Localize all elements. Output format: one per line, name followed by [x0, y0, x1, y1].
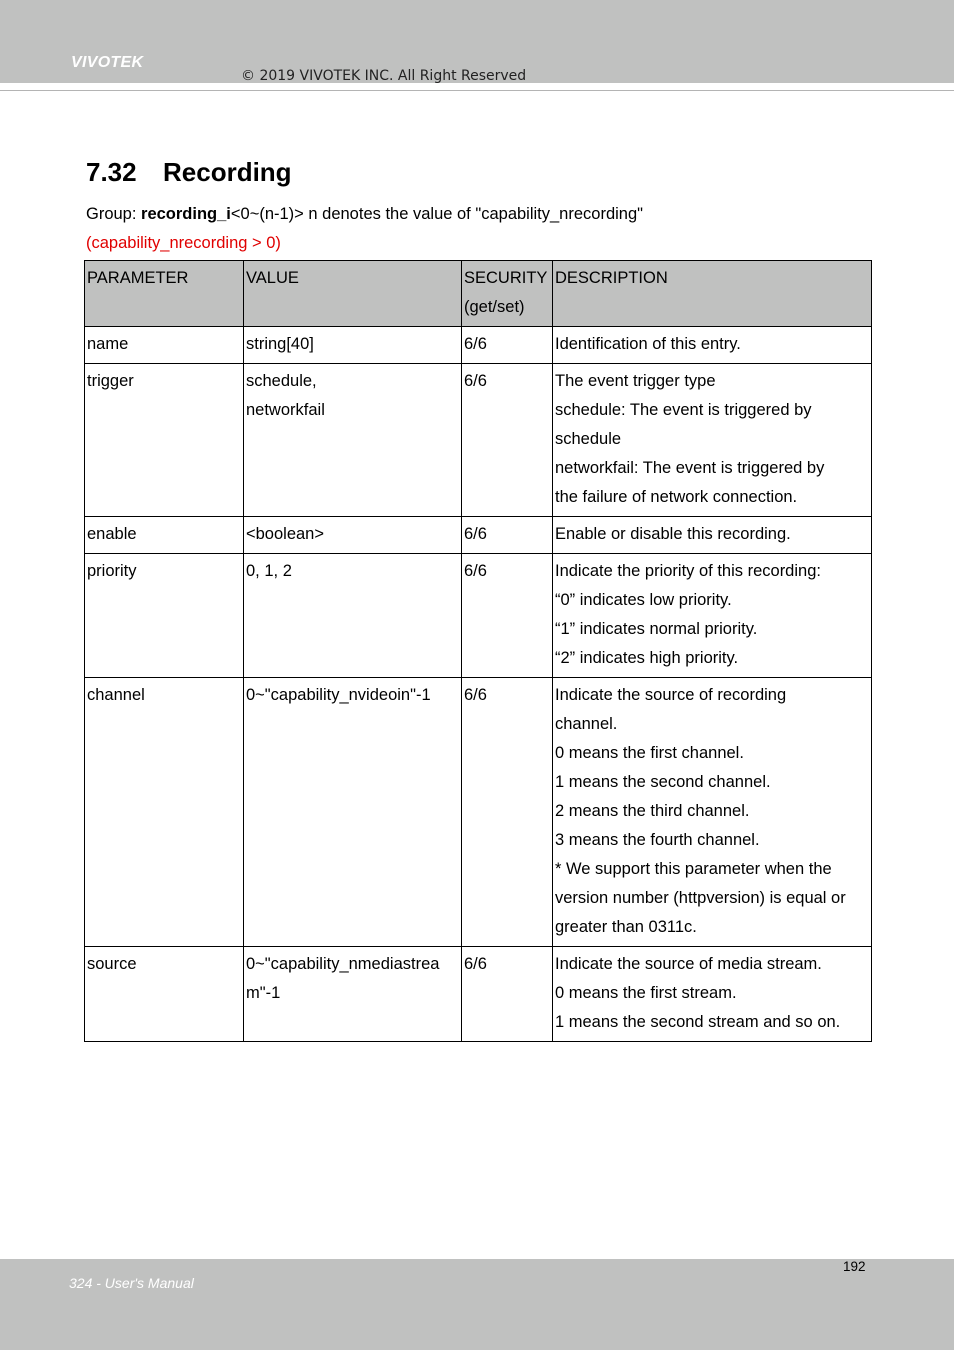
table-row: [85, 947, 872, 1042]
brand-logo: VIVOTEK: [71, 54, 144, 71]
cell-value-line: 0~"capability_nvideoin"-1: [246, 686, 431, 704]
cell-value: [244, 678, 462, 947]
cell-description: [553, 678, 872, 947]
table-body: [85, 327, 872, 1042]
cell-security: 6/6: [462, 947, 553, 1042]
group-name: recording_i: [141, 205, 231, 223]
cell-parameter: source: [85, 947, 244, 1042]
cell-description: [553, 554, 872, 678]
cell-value-line: 0, 1, 2: [246, 562, 292, 580]
cell-description: [553, 517, 872, 554]
table-row: [85, 554, 872, 678]
cell-security: 6/6: [462, 517, 553, 554]
header-security: [462, 261, 553, 327]
header-description: DESCRIPTION: [553, 261, 872, 327]
page-number: 192: [843, 1259, 866, 1274]
cell-description-line: Indicate the source of media stream.: [555, 955, 822, 973]
cell-description: [553, 327, 872, 364]
cell-description-line: schedule: [555, 430, 622, 448]
table-row: [85, 517, 872, 554]
section-heading: [86, 157, 292, 188]
cell-parameter: trigger: [85, 364, 244, 517]
cell-description: [553, 364, 872, 517]
parameter-table: [84, 260, 872, 1042]
cell-description-line: Indicate the priority of this recording:: [555, 562, 821, 580]
cell-description: [553, 947, 872, 1042]
header-parameter: PARAMETER: [85, 261, 244, 327]
cell-value: [244, 517, 462, 554]
cell-value: [244, 947, 462, 1042]
group-definition: [86, 205, 643, 224]
cell-security: 6/6: [462, 678, 553, 947]
cell-description-line: “2” indicates high priority.: [555, 649, 739, 667]
cell-parameter: name: [85, 327, 244, 364]
table-header-row: [85, 261, 872, 327]
group-prefix: Group:: [86, 205, 142, 223]
table-row: [85, 364, 872, 517]
group-condition: (capability_nrecording > 0): [86, 234, 281, 252]
header-divider: [0, 90, 954, 91]
cell-value-line: m"-1: [246, 984, 281, 1002]
cell-value: [244, 327, 462, 364]
cell-value-line: <boolean>: [246, 525, 324, 543]
cell-value: [244, 364, 462, 517]
cell-description-line: the failure of network connection.: [555, 488, 798, 506]
manual-label: 324 - User's Manual: [69, 1275, 194, 1291]
cell-value: [244, 554, 462, 678]
cell-security: 6/6: [462, 327, 553, 364]
cell-description-line: greater than 0311c.: [555, 918, 697, 936]
table-row: [85, 678, 872, 947]
cell-description-line: 0 means the first channel.: [555, 744, 744, 762]
copyright-text: © 2019 VIVOTEK INC. All Right Reserved: [241, 68, 527, 84]
cell-description-line: networkfail: The event is triggered by: [555, 459, 825, 477]
cell-value-line: schedule,: [246, 372, 317, 390]
cell-description-line: schedule: The event is triggered by: [555, 401, 812, 419]
header-security-line: SECURITY: [464, 269, 548, 287]
cell-description-line: 1 means the second stream and so on.: [555, 1013, 841, 1031]
cell-description-line: “1” indicates normal priority.: [555, 620, 758, 638]
cell-description-line: Indicate the source of recording: [555, 686, 787, 704]
cell-value-line: string[40]: [246, 335, 314, 353]
cell-description-line: 0 means the first stream.: [555, 984, 737, 1002]
section-number: 7.32: [86, 157, 137, 187]
header-security-line: (get/set): [464, 298, 525, 316]
cell-parameter: priority: [85, 554, 244, 678]
cell-security: 6/6: [462, 364, 553, 517]
group-suffix: <0~(n-1)> n denotes the value of "capability_nrecording": [230, 205, 643, 223]
cell-description-line: “0” indicates low priority.: [555, 591, 732, 609]
table-row: [85, 327, 872, 364]
cell-description-line: version number (httpversion) is equal or: [555, 889, 846, 907]
cell-value-line: networkfail: [246, 401, 325, 419]
cell-value-line: 0~"capability_nmediastrea: [246, 955, 440, 973]
cell-description-line: Enable or disable this recording.: [555, 525, 791, 543]
cell-security: 6/6: [462, 554, 553, 678]
cell-description-line: 1 means the second channel.: [555, 773, 771, 791]
cell-description-line: channel.: [555, 715, 618, 733]
footer-band: [0, 1259, 954, 1350]
cell-parameter: enable: [85, 517, 244, 554]
cell-description-line: * We support this parameter when the: [555, 860, 832, 878]
cell-parameter: channel: [85, 678, 244, 947]
cell-description-line: Identification of this entry.: [555, 335, 741, 353]
cell-description-line: 3 means the fourth channel.: [555, 831, 760, 849]
cell-description-line: The event trigger type: [555, 372, 716, 390]
cell-description-line: 2 means the third channel.: [555, 802, 750, 820]
header-value: VALUE: [244, 261, 462, 327]
section-title: Recording: [163, 157, 292, 187]
